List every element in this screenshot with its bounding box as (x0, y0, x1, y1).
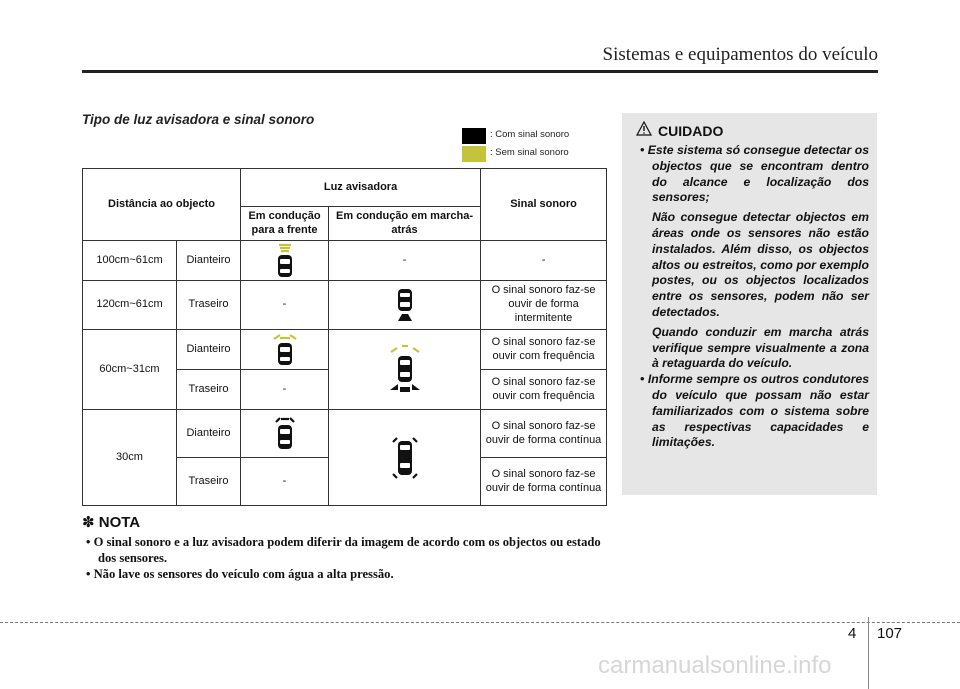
table-row (83, 410, 607, 458)
footer-divider (868, 617, 869, 689)
forward-cell: - (241, 281, 329, 330)
sound-cell: O sinal sonoro faz-se ouvir de forma intermitente (481, 281, 607, 330)
list-item: • O sinal sonoro e a luz avisadora podem diferir da imagem de acordo com os objectos ou estado dos sensores. (82, 534, 608, 566)
sensor-cell: Dianteiro (177, 241, 241, 281)
car-front-yellow-mid-icon (272, 333, 298, 367)
page-number: 107 (877, 625, 903, 642)
footer-rule (0, 622, 960, 623)
header-title: Sistemas e equipamentos do veículo (602, 44, 878, 65)
sensor-cell: Dianteiro (177, 330, 241, 370)
caution-list (632, 143, 869, 451)
table-row (83, 330, 607, 370)
car-front-rear-black-near-icon (390, 435, 420, 481)
list-item: • Este sistema só consegue detectar os objectos que se encontram dentro do alcance e localização dos sensores; (632, 143, 869, 206)
forward-cell: - (241, 370, 329, 410)
header-rule (82, 70, 878, 73)
caution-title: CUIDADO (658, 123, 724, 139)
car-front-yellow-rear-black-mid-icon (388, 344, 422, 396)
sound-cell: O sinal sonoro faz-se ouvir de forma contínua (481, 410, 607, 458)
distance-cell: 60cm~31cm (83, 330, 177, 410)
forward-cell (241, 330, 329, 370)
nota-title: ✽ NOTA (82, 514, 141, 531)
col-sound: Sinal sonoro (481, 169, 607, 241)
forward-cell (241, 241, 329, 281)
car-rear-black-far-icon (394, 287, 416, 323)
legend-label-sound: : Com sinal sonoro (490, 129, 570, 140)
section-title: Tipo de luz avisadora e sinal sonoro (82, 112, 315, 127)
list-item: • Não lave os sensores do veículo com água a alta pressão. (82, 566, 608, 582)
sensor-cell: Traseiro (177, 458, 241, 506)
car-front-black-near-icon (274, 416, 296, 452)
sound-cell: O sinal sonoro faz-se ouvir com frequência (481, 330, 607, 370)
watermark: carmanualsonline.info (598, 652, 832, 679)
reverse-cell (329, 330, 481, 410)
list-item: • Informe sempre os outros condutores do veículo que possam não estar familiarizados com o sistema sobre as respectivas capacidades e limitações. (632, 372, 869, 451)
reverse-cell: - (329, 241, 481, 281)
distance-cell: 100cm~61cm (83, 241, 177, 281)
car-front-yellow-far-icon (275, 243, 295, 279)
col-reverse: Em condução em marcha-atrás (329, 207, 481, 241)
table-row (83, 281, 607, 330)
sensor-cell: Traseiro (177, 281, 241, 330)
warning-table (82, 168, 607, 506)
reverse-cell (329, 281, 481, 330)
legend-swatch-sound (462, 128, 486, 144)
forward-cell: - (241, 458, 329, 506)
caution-paragraph: Não consegue detectar objectos em áreas onde os sensores não estão instalados. Além disso, os objectos altos ou estreitos, como por exemplo postes, ou os objectos localizados entre os sensores, podem não ser detectados. (652, 210, 869, 319)
sensor-cell: Traseiro (177, 370, 241, 410)
sound-cell: - (481, 241, 607, 281)
nota-list (82, 534, 608, 582)
caution-box (622, 113, 877, 495)
legend-swatch-silent (462, 146, 486, 162)
caution-paragraph: Quando conduzir em marcha atrás verifique sempre visualmente a zona à retaguarda do veículo. (652, 324, 869, 371)
col-forward: Em condução para a frente (241, 207, 329, 241)
forward-cell (241, 410, 329, 458)
distance-cell: 120cm~61cm (83, 281, 177, 330)
sensor-cell: Dianteiro (177, 410, 241, 458)
sound-cell: O sinal sonoro faz-se ouvir de forma contínua (481, 458, 607, 506)
warning-icon (636, 121, 652, 136)
distance-cell: 30cm (83, 410, 177, 506)
table-row (83, 241, 607, 281)
reverse-cell (329, 410, 481, 506)
chapter-number: 4 (848, 625, 857, 642)
col-distance: Distância ao objecto (83, 169, 241, 241)
col-light: Luz avisadora (241, 169, 481, 207)
sound-cell: O sinal sonoro faz-se ouvir com frequência (481, 370, 607, 410)
legend-label-silent: : Sem sinal sonoro (490, 147, 569, 158)
